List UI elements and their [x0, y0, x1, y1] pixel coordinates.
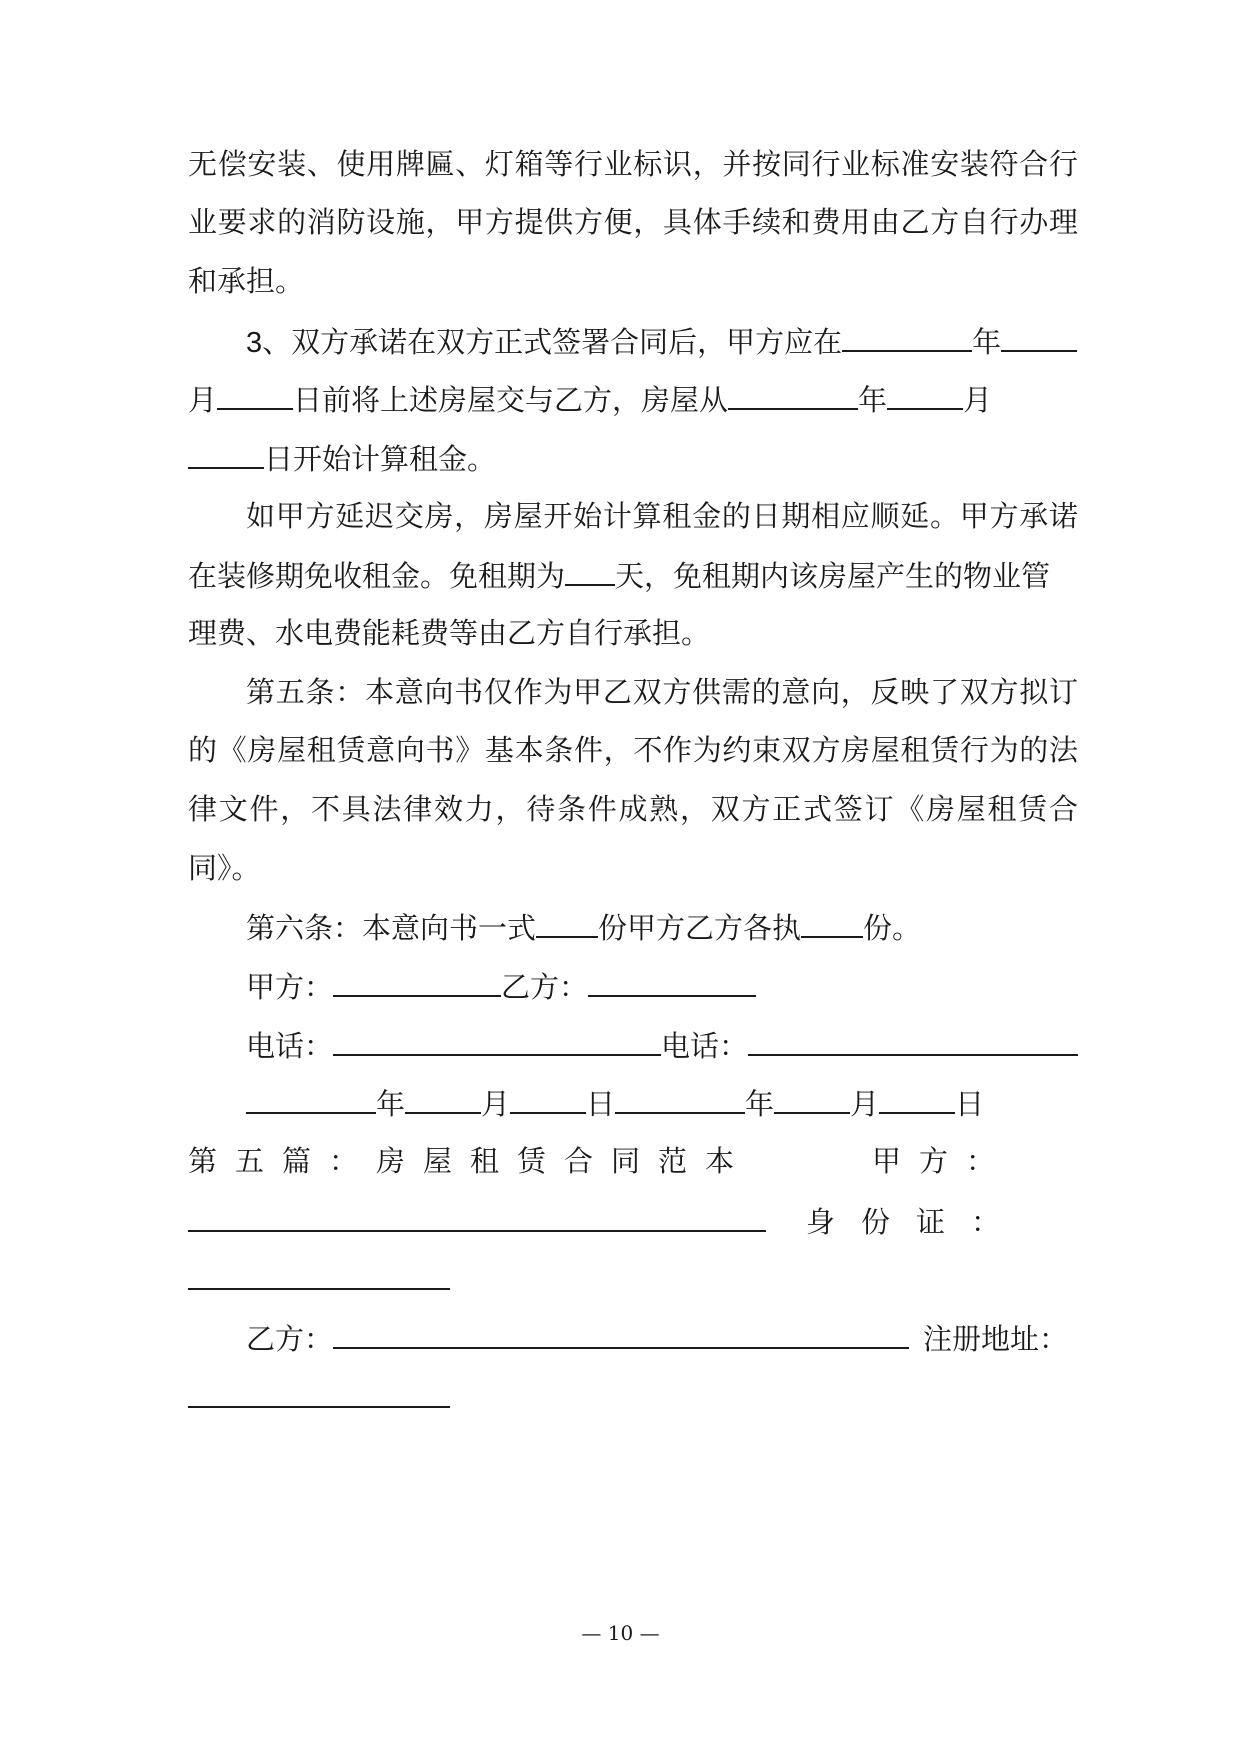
year-label: 年	[972, 325, 1002, 359]
month-blank	[405, 1082, 481, 1114]
clause-3-text: 日开始计算租金。	[264, 442, 497, 476]
month-label: 月	[481, 1087, 511, 1121]
phone-line	[246, 1024, 1078, 1064]
page-number: — 10 —	[581, 1621, 660, 1645]
day-blank	[510, 1082, 586, 1114]
party-b-label: 乙方：	[246, 1322, 334, 1356]
day-blank	[879, 1082, 955, 1114]
days-blank	[565, 554, 615, 586]
id-card-label: 身份证：	[806, 1205, 1027, 1239]
part-5-heading-line	[188, 1141, 1078, 1181]
paragraph-line: 无偿安装、使用牌匾、灯箱等行业标识，并按同行业标准安装符合行	[188, 147, 1078, 181]
phone-a-blank	[333, 1024, 661, 1056]
article-6-text: 第六条：本意向书一式	[246, 911, 537, 945]
address-blank	[188, 1376, 450, 1408]
paragraph-line: 第五条：本意向书仅作为甲乙双方供需的意向，反映了双方拟订	[246, 675, 1078, 709]
article-6-text: 份。	[863, 911, 922, 945]
phone-b-blank	[748, 1024, 1078, 1056]
party-b-blank	[588, 965, 756, 997]
date-line	[246, 1082, 1078, 1122]
phone-label: 电话：	[661, 1029, 749, 1063]
party-a-id-line	[188, 1200, 1078, 1240]
paragraph-line: 和承担。	[188, 264, 305, 298]
month-blank	[774, 1082, 850, 1114]
clause-3-line-3	[188, 437, 1078, 477]
day-label: 日	[586, 1087, 616, 1121]
month-label: 月	[963, 383, 993, 417]
part-5-title: 第五篇：房屋租赁合同范本	[188, 1144, 753, 1178]
paragraph-line: 如甲方延迟交房，房屋开始计算租金的日期相应顺延。甲方承诺	[246, 499, 1078, 533]
month-label: 月	[188, 383, 218, 417]
party-a-blank	[333, 965, 501, 997]
clause-3-line-1	[246, 320, 1078, 360]
clause-number: 3	[246, 327, 263, 359]
year-label: 年	[745, 1087, 775, 1121]
day-blank	[217, 378, 293, 410]
copies-blank	[536, 906, 598, 938]
party-b-line	[246, 1317, 1078, 1357]
paragraph-line: 的《房屋租赁意向书》基本条件，不作为约束双方房屋租赁行为的法	[188, 733, 1078, 767]
id-card-blank	[188, 1258, 450, 1290]
year-label: 年	[858, 383, 888, 417]
party-b-blank	[333, 1317, 909, 1349]
id-card-line	[188, 1258, 1078, 1298]
day-label: 日	[955, 1087, 985, 1121]
clause-3-text: 日前将上述房屋交与乙方，房屋从	[293, 383, 729, 417]
article-6-line	[246, 906, 1078, 946]
party-a-blank	[188, 1200, 766, 1232]
year-blank	[728, 378, 858, 410]
address-line	[188, 1376, 1078, 1416]
paragraph-line: 理费、水电费能耗费等由乙方自行承担。	[188, 616, 711, 650]
paragraph-line: 同》。	[188, 851, 261, 885]
year-blank	[842, 320, 972, 352]
month-blank	[1001, 320, 1077, 352]
party-b-label: 乙方：	[501, 970, 589, 1004]
month-label: 月	[850, 1087, 880, 1121]
delay-text: 在装修期免收租金。免租期为	[188, 559, 566, 593]
year-blank	[246, 1082, 376, 1114]
day-blank	[188, 437, 264, 469]
paragraph-line: 业要求的消防设施，甲方提供方便，具体手续和费用由乙方自行办理	[188, 205, 1078, 239]
signature-line	[246, 965, 1078, 1005]
copies-each-blank	[801, 906, 863, 938]
year-blank	[615, 1082, 745, 1114]
delay-text: 天，免租期内该房屋产生的物业管	[615, 559, 1051, 593]
phone-label: 电话：	[246, 1029, 334, 1063]
registered-address-label: 注册地址：	[923, 1322, 1069, 1356]
clause-3-line-2	[188, 378, 1078, 418]
article-6-text: 份甲方乙方各执	[598, 911, 802, 945]
month-blank	[887, 378, 963, 410]
paragraph-line: 律文件，不具法律效力，待条件成熟，双方正式签订《房屋租赁合	[188, 792, 1078, 826]
party-a-label: 甲方：	[246, 970, 334, 1004]
party-a-label: 甲方：	[872, 1144, 1014, 1178]
paragraph-line	[188, 554, 1078, 594]
clause-3-text: 、双方承诺在双方正式签署合同后，甲方应在	[262, 325, 843, 359]
year-label: 年	[376, 1087, 406, 1121]
